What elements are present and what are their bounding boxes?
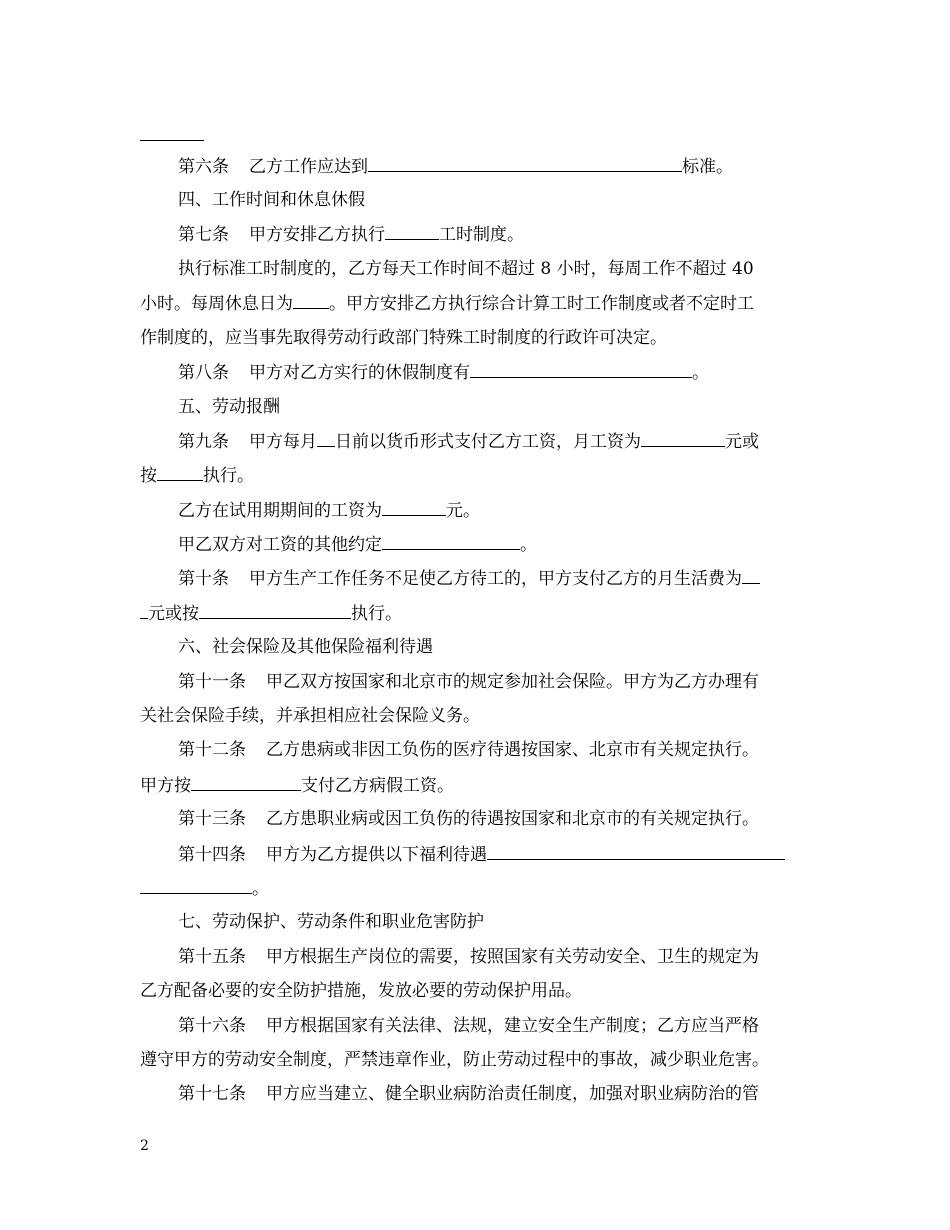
article-label: 第十七条 bbox=[178, 1084, 246, 1104]
paragraph-line bbox=[140, 602, 402, 625]
text: 作制度的，应当事先取得劳动行政部门特殊工时制度的行政许可决定。 bbox=[140, 328, 667, 348]
paragraph-line bbox=[178, 499, 480, 522]
text: 执行。 bbox=[203, 466, 254, 486]
section-heading-4 bbox=[178, 189, 365, 211]
text: 乙方患职业病或因工负伤的待遇按国家和北京市的有关规定执行。 bbox=[266, 809, 759, 829]
text: 。甲方安排乙方执行综合计算工时工作制度或者不定时工 bbox=[329, 294, 754, 314]
section-title: 七、劳动保护、劳动条件和职业危害防护 bbox=[178, 912, 484, 932]
text: 甲方根据国家有关法律、法规，建立安全生产制度；乙方应当严格 bbox=[266, 1016, 759, 1036]
blank-underline bbox=[317, 430, 335, 447]
article-label: 第八条 bbox=[178, 363, 229, 383]
section-title: 六、社会保险及其他保险福利待遇 bbox=[178, 637, 433, 657]
text: 甲方按 bbox=[140, 776, 191, 796]
blank-underline bbox=[293, 292, 329, 309]
text: 甲方应当建立、健全职业病防治责任制度，加强对职业病防治的管 bbox=[266, 1084, 759, 1104]
article-14 bbox=[178, 843, 785, 866]
text: 甲方根据生产岗位的需要，按照国家有关劳动安全、卫生的规定为 bbox=[266, 947, 759, 967]
paragraph-line bbox=[140, 980, 582, 1002]
blank-underline bbox=[382, 533, 520, 550]
blank-underline bbox=[487, 843, 785, 860]
article-label: 第七条 bbox=[178, 225, 229, 245]
text: 日前以货币形式支付乙方工资，月工资为 bbox=[335, 432, 641, 452]
paragraph-line bbox=[140, 464, 254, 487]
blank-underline bbox=[157, 464, 203, 481]
paragraph-line bbox=[140, 1049, 769, 1071]
article-10 bbox=[178, 567, 760, 590]
text: 元。 bbox=[446, 501, 480, 521]
section-title: 五、劳动报酬 bbox=[178, 397, 280, 417]
text: 乙方工作应达到 bbox=[249, 157, 368, 177]
text: 甲乙双方按国家和北京市的规定参加社会保险。甲方为乙方办理有 bbox=[266, 672, 759, 692]
article-label: 第六条 bbox=[178, 157, 229, 177]
text: 执行标准工时制度的，乙方每天工作时间不超过 8 小时，每周工作不超过 40 bbox=[178, 259, 754, 279]
text: 乙方患病或非因工负伤的医疗待遇按国家、北京市有关规定执行。 bbox=[266, 740, 759, 760]
article-label: 第十条 bbox=[178, 569, 229, 589]
page-number: 2 bbox=[140, 1138, 149, 1154]
paragraph-line bbox=[140, 877, 269, 900]
text: 关社会保险手续，并承担相应社会保险义务。 bbox=[140, 706, 480, 726]
article-label: 第十五条 bbox=[178, 947, 246, 967]
article-12 bbox=[178, 739, 759, 761]
section-heading-5 bbox=[178, 396, 280, 418]
paragraph-line bbox=[140, 327, 667, 349]
blank-line bbox=[140, 124, 204, 147]
paragraph-line bbox=[178, 533, 537, 556]
blank-underline bbox=[382, 499, 446, 516]
blank-underline bbox=[385, 223, 439, 240]
text: 甲方为乙方提供以下福利待遇 bbox=[266, 845, 487, 865]
blank-underline bbox=[470, 361, 692, 378]
text: 元或按 bbox=[148, 604, 199, 624]
text: 乙方在试用期期间的工资为 bbox=[178, 501, 382, 521]
article-17 bbox=[178, 1083, 759, 1105]
paragraph-line bbox=[140, 774, 454, 797]
text: 支付乙方病假工资。 bbox=[301, 776, 454, 796]
blank-underline bbox=[742, 567, 760, 584]
article-11 bbox=[178, 671, 759, 693]
blank-underline bbox=[641, 430, 725, 447]
text: 。 bbox=[520, 535, 537, 555]
section-heading-7 bbox=[178, 911, 484, 933]
article-15 bbox=[178, 946, 759, 968]
article-label: 第十六条 bbox=[178, 1016, 246, 1036]
article-label: 第九条 bbox=[178, 432, 229, 452]
text: 甲方生产工作任务不足使乙方待工的，甲方支付乙方的月生活费为 bbox=[249, 569, 742, 589]
article-13 bbox=[178, 808, 759, 830]
section-title: 四、工作时间和休息休假 bbox=[178, 190, 365, 210]
blank-underline bbox=[199, 602, 351, 619]
blank-underline bbox=[140, 602, 148, 619]
text: 甲乙双方对工资的其他约定 bbox=[178, 535, 382, 555]
article-label: 第十三条 bbox=[178, 809, 246, 829]
text: 小时。每周休息日为 bbox=[140, 294, 293, 314]
text: 甲方每月 bbox=[249, 432, 317, 452]
section-heading-6 bbox=[178, 636, 433, 658]
text: 按 bbox=[140, 466, 157, 486]
text: 工时制度。 bbox=[439, 225, 524, 245]
blank-underline bbox=[140, 877, 252, 894]
text: 。 bbox=[692, 363, 709, 383]
article-8 bbox=[178, 361, 709, 384]
paragraph-line bbox=[140, 292, 754, 315]
text: 标准。 bbox=[682, 157, 733, 177]
article-7 bbox=[178, 223, 524, 246]
blank-underline bbox=[140, 124, 204, 141]
text: 遵守甲方的劳动安全制度，严禁违章作业，防止劳动过程中的事故，减少职业危害。 bbox=[140, 1050, 769, 1070]
text: 执行。 bbox=[351, 604, 402, 624]
blank-underline bbox=[191, 774, 301, 791]
paragraph-line bbox=[178, 258, 754, 280]
text: 元或 bbox=[725, 432, 759, 452]
text: 甲方安排乙方执行 bbox=[249, 225, 385, 245]
text: 乙方配备必要的安全防护措施，发放必要的劳动保护用品。 bbox=[140, 981, 582, 1001]
blank-underline bbox=[368, 155, 682, 172]
article-9 bbox=[178, 430, 759, 453]
paragraph-line bbox=[140, 705, 480, 727]
article-6 bbox=[178, 155, 733, 178]
article-16 bbox=[178, 1015, 759, 1037]
text: 甲方对乙方实行的休假制度有 bbox=[249, 363, 470, 383]
text: 。 bbox=[252, 879, 269, 899]
article-label: 第十一条 bbox=[178, 672, 246, 692]
article-label: 第十四条 bbox=[178, 845, 246, 865]
article-label: 第十二条 bbox=[178, 740, 246, 760]
